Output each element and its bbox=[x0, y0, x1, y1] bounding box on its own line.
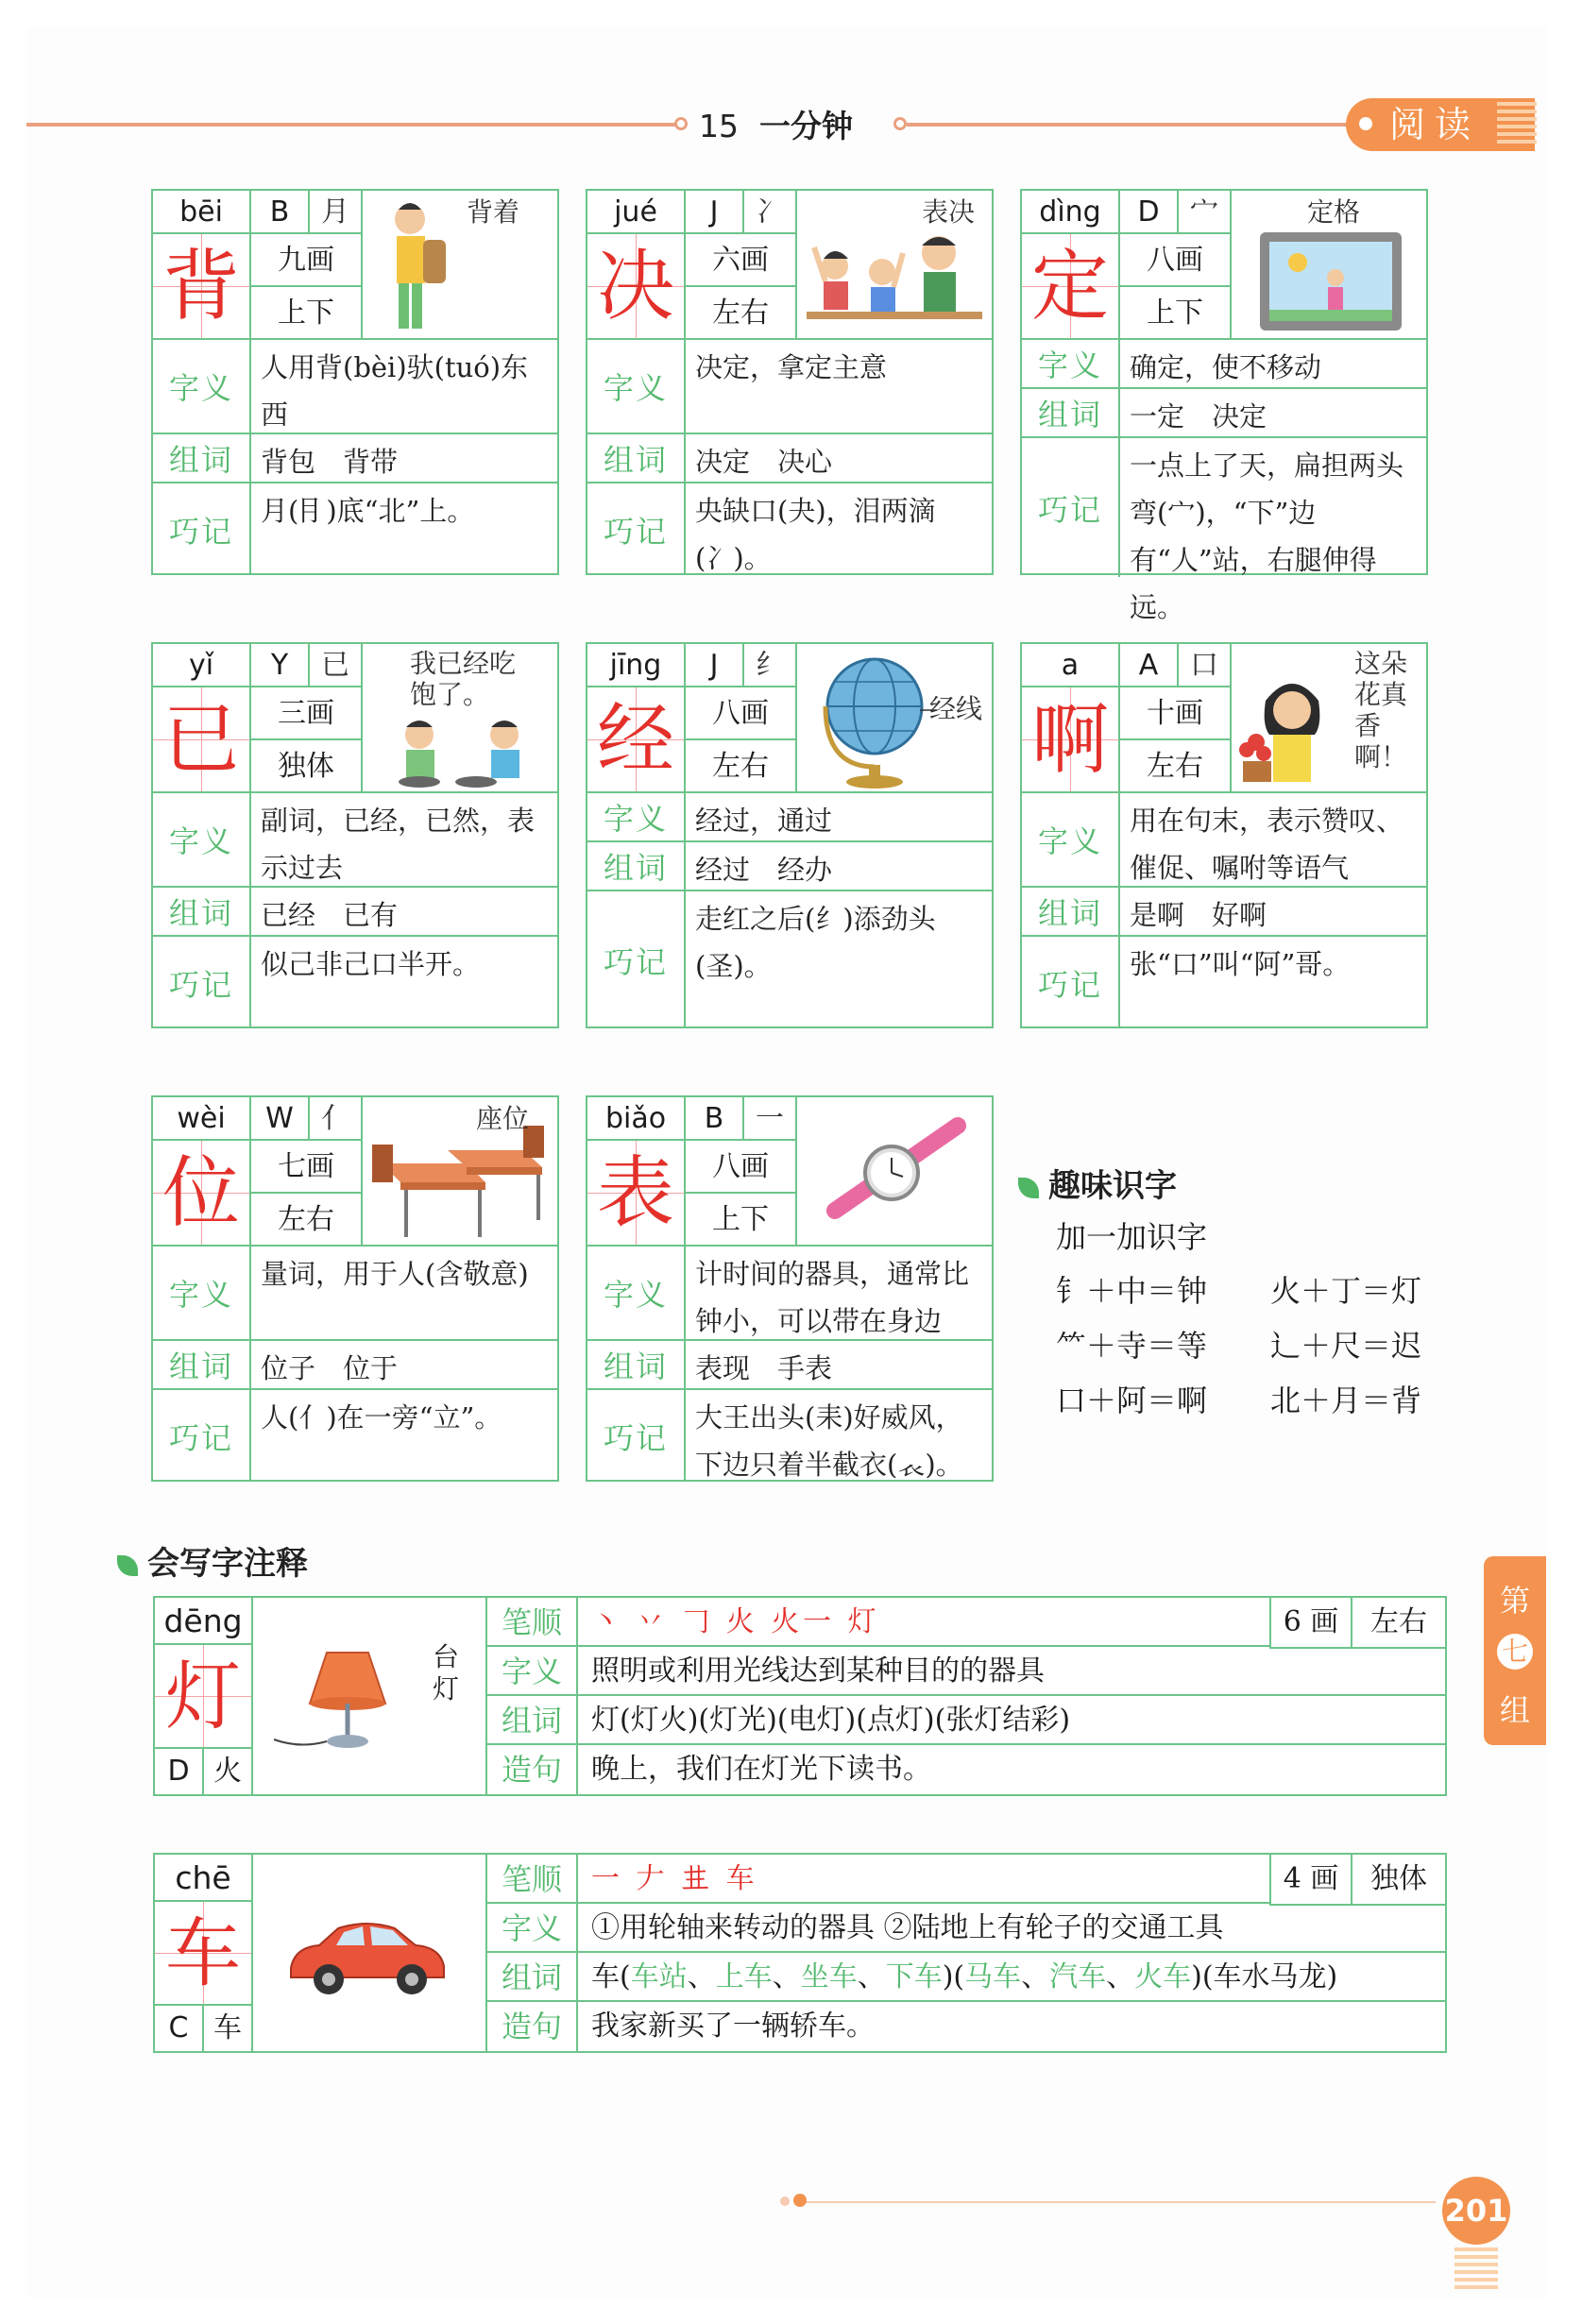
structure: 上下 bbox=[251, 287, 363, 340]
label-sentence: 造句 bbox=[487, 1745, 578, 1794]
memory-tip: 走红之后(纟)添劲头(圣)。 bbox=[695, 903, 936, 982]
label-words: 组词 bbox=[1022, 389, 1120, 438]
memory-tip: 一点上了天，扁担两头弯(宀)，“下”边有“人”站，右腿伸得远。 bbox=[1130, 450, 1404, 623]
character-card bbox=[586, 189, 994, 575]
stroke-count: 4 画 bbox=[1269, 1855, 1352, 1904]
meaning: 计时间的器具，通常比钟小，可以带在身边 bbox=[686, 1247, 992, 1341]
index-letter: C bbox=[155, 2006, 204, 2051]
image-caption: 背着 bbox=[467, 196, 520, 228]
fun-subtitle: 加一加识字 bbox=[1056, 1219, 1208, 1255]
stroke-count: 十画 bbox=[1120, 687, 1232, 740]
pinyin: chē bbox=[155, 1855, 253, 1902]
footer-rule bbox=[803, 2201, 1436, 2203]
tab-dot-icon bbox=[1359, 117, 1372, 130]
radical: 宀 bbox=[1179, 191, 1232, 234]
radical: 亻 bbox=[310, 1097, 363, 1141]
label-stroke-order: 笔顺 bbox=[487, 1855, 578, 1904]
words: 经过 经办 bbox=[686, 842, 992, 891]
radical: 冫 bbox=[744, 191, 797, 234]
character: 表 bbox=[587, 1141, 686, 1247]
meaning: 经过，通过 bbox=[686, 793, 992, 842]
index-letter: J bbox=[686, 644, 744, 687]
structure: 左右 bbox=[1120, 740, 1232, 793]
radical: 车 bbox=[204, 2006, 253, 2051]
structure: 独体 bbox=[251, 740, 363, 793]
boy-backpack-icon bbox=[363, 191, 557, 340]
label-words: 组词 bbox=[487, 1953, 578, 2002]
radical: 已 bbox=[310, 644, 363, 687]
stroke-order: 丶 丷 𠃌 火 火一 灯 bbox=[578, 1598, 1269, 1647]
character: 经 bbox=[587, 687, 686, 793]
memory-tip: 张“口”叫“阿”哥。 bbox=[1130, 948, 1351, 980]
character-card bbox=[151, 189, 559, 575]
stroke-count: 八画 bbox=[686, 1141, 797, 1194]
pinyin: yǐ bbox=[153, 644, 251, 687]
character-card bbox=[586, 642, 994, 1028]
header-rule-right bbox=[907, 123, 1351, 127]
label-words: 组词 bbox=[587, 434, 686, 483]
header-rule-dot-right bbox=[893, 117, 907, 130]
character-card bbox=[151, 1095, 559, 1482]
pinyin: wèi bbox=[153, 1097, 251, 1141]
character: 位 bbox=[153, 1141, 251, 1247]
writing-table-deng bbox=[153, 1596, 1447, 1796]
stroke-count: 六画 bbox=[686, 234, 797, 287]
sentence: 晚上，我们在灯光下读书。 bbox=[591, 1753, 931, 1786]
image-caption: 这朵花真香啊！ bbox=[1354, 648, 1408, 772]
words: 决定 决心 bbox=[686, 434, 992, 483]
pinyin: bēi bbox=[153, 191, 251, 234]
meaning: ①用轮轴来转动的器具 ②陆地上有轮子的交通工具 bbox=[578, 1904, 1445, 1953]
meaning: 照明或利用光线达到某种目的的器具 bbox=[578, 1647, 1445, 1696]
leaf-icon bbox=[1018, 1178, 1039, 1198]
structure: 上下 bbox=[1120, 287, 1232, 340]
index-letter: J bbox=[686, 191, 744, 234]
pinyin: jīng bbox=[587, 644, 686, 687]
card-illustration bbox=[1232, 191, 1426, 340]
footer-dot bbox=[793, 2194, 807, 2207]
stroke-count: 6 画 bbox=[1269, 1598, 1352, 1647]
card-illustration bbox=[797, 191, 992, 340]
writing-table-che bbox=[153, 1853, 1447, 2053]
stroke-count-cell bbox=[1269, 1598, 1445, 1649]
structure: 左右 bbox=[1370, 1605, 1427, 1638]
words: 是啊 好啊 bbox=[1120, 888, 1426, 937]
reading-tab-label: 阅读 bbox=[1389, 104, 1481, 145]
words: 灯(灯火)(灯光)(电灯)(点灯)(张灯结彩) bbox=[578, 1696, 1445, 1745]
index-letter: B bbox=[251, 191, 310, 234]
structure: 左右 bbox=[251, 1194, 363, 1247]
structure: 左右 bbox=[686, 740, 797, 793]
pinyin: dēng bbox=[155, 1598, 253, 1645]
label-meaning: 字义 bbox=[153, 1247, 251, 1341]
memory-tip: 月(⺝)底“北”上。 bbox=[261, 495, 475, 527]
lamp-illustration bbox=[253, 1598, 487, 1794]
pinyin: jué bbox=[587, 191, 686, 234]
pinyin: dìng bbox=[1022, 191, 1120, 234]
character: 车 bbox=[155, 1902, 253, 2006]
tab-stripes bbox=[1497, 102, 1537, 147]
label-meaning: 字义 bbox=[587, 793, 686, 842]
label-words: 组词 bbox=[153, 1341, 251, 1390]
stroke-count: 八画 bbox=[686, 687, 797, 740]
meaning: 确定，使不移动 bbox=[1120, 340, 1426, 389]
words: 已经 已有 bbox=[251, 888, 557, 937]
index-letter: B bbox=[686, 1097, 744, 1141]
label-memory: 巧记 bbox=[587, 891, 686, 1028]
character: 决 bbox=[587, 234, 686, 340]
label-memory: 巧记 bbox=[153, 1390, 251, 1482]
lesson-heading bbox=[699, 102, 853, 146]
character: 背 bbox=[153, 234, 251, 340]
equation: 口＋阿＝啊 bbox=[1056, 1383, 1208, 1418]
label-meaning: 字义 bbox=[487, 1647, 578, 1696]
image-caption: 我已经吃饱了。 bbox=[410, 648, 517, 710]
structure: 左右 bbox=[686, 287, 797, 340]
label-words: 组词 bbox=[587, 1341, 686, 1390]
unit-side-tab: 第 七 组 bbox=[1484, 1556, 1546, 1745]
card-illustration bbox=[797, 644, 992, 793]
pinyin: biǎo bbox=[587, 1097, 686, 1141]
footer-stripes bbox=[1454, 2248, 1498, 2289]
equation: 辶＋尺＝迟 bbox=[1270, 1328, 1422, 1364]
leaf-icon bbox=[117, 1555, 138, 1576]
index-letter: D bbox=[155, 1749, 204, 1794]
radical: 火 bbox=[204, 1749, 253, 1794]
character: 已 bbox=[153, 687, 251, 793]
memory-tip: 大王出头(耒)好威风，下边只着半截衣(𧘇)。 bbox=[695, 1401, 963, 1481]
label-memory: 巧记 bbox=[1022, 438, 1120, 577]
wristwatch-icon bbox=[797, 1097, 992, 1247]
label-words: 组词 bbox=[487, 1696, 578, 1745]
character-card bbox=[586, 1095, 994, 1482]
meaning: 副词，已经，已然，表示过去 bbox=[251, 793, 557, 888]
image-caption: 定格 bbox=[1307, 196, 1361, 228]
label-meaning: 字义 bbox=[587, 1247, 686, 1341]
label-meaning: 字义 bbox=[587, 340, 686, 434]
index-letter: Y bbox=[251, 644, 310, 687]
car-illustration bbox=[253, 1855, 487, 2051]
label-memory: 巧记 bbox=[587, 483, 686, 575]
equation: 北＋月＝背 bbox=[1270, 1383, 1422, 1418]
label-meaning: 字义 bbox=[1022, 793, 1120, 888]
character-card bbox=[1020, 642, 1428, 1028]
stroke-count: 三画 bbox=[251, 687, 363, 740]
meaning: 人用背(bèi)驮(tuó)东西 bbox=[251, 340, 557, 434]
card-illustration bbox=[797, 1097, 992, 1247]
meaning: 量词，用于人(含敬意) bbox=[251, 1247, 557, 1341]
label-stroke-order: 笔顺 bbox=[487, 1598, 578, 1647]
words: 位子 位于 bbox=[251, 1341, 557, 1390]
equation: 钅＋中＝钟 bbox=[1056, 1273, 1208, 1309]
image-caption: 经线 bbox=[929, 693, 983, 724]
label-meaning: 字义 bbox=[1022, 340, 1120, 389]
words: 一定 决定 bbox=[1120, 389, 1426, 438]
memory-tip: 似己非己口半开。 bbox=[261, 948, 481, 980]
stroke-count: 九画 bbox=[251, 234, 363, 287]
character: 灯 bbox=[155, 1645, 253, 1749]
stroke-order: 一 𠂇 𠀎 车 bbox=[578, 1855, 1269, 1904]
label-words: 组词 bbox=[153, 888, 251, 937]
page-number: 201 bbox=[1442, 2177, 1510, 2245]
label-words: 组词 bbox=[153, 434, 251, 483]
memory-tip: 人(亻)在一旁“立”。 bbox=[261, 1401, 502, 1433]
label-memory: 巧记 bbox=[587, 1390, 686, 1482]
lesson-title: 一分钟 bbox=[759, 108, 853, 144]
header-rule-left bbox=[26, 123, 678, 127]
card-illustration bbox=[1232, 644, 1426, 793]
meaning: 用在句末，表示赞叹、催促、嘱咐等语气 bbox=[1120, 793, 1426, 888]
label-meaning: 字义 bbox=[153, 793, 251, 888]
character-card bbox=[151, 642, 559, 1028]
character: 啊 bbox=[1022, 687, 1120, 793]
sentence: 我家新买了一辆轿车。 bbox=[591, 2010, 875, 2043]
memory-tip: 央缺口(夬)，泪两滴(冫)。 bbox=[695, 495, 936, 574]
label-memory: 巧记 bbox=[153, 937, 251, 1028]
structure: 上下 bbox=[686, 1194, 797, 1247]
radical: 月 bbox=[310, 191, 363, 234]
equation: 火＋丁＝灯 bbox=[1270, 1273, 1422, 1309]
radical: 纟 bbox=[744, 644, 797, 687]
card-illustration bbox=[363, 1097, 557, 1247]
radical: 一 bbox=[744, 1097, 797, 1141]
label-memory: 巧记 bbox=[1022, 937, 1120, 1028]
index-letter: A bbox=[1120, 644, 1179, 687]
lesson-number: 15 bbox=[699, 108, 739, 144]
writing-section-title: 会写字注释 bbox=[117, 1537, 308, 1584]
pinyin: a bbox=[1022, 644, 1120, 687]
footer-dot bbox=[780, 2197, 790, 2206]
stroke-count: 七画 bbox=[251, 1141, 363, 1194]
card-illustration bbox=[363, 644, 557, 793]
label-words: 组词 bbox=[587, 842, 686, 891]
image-caption: 座位 bbox=[476, 1103, 530, 1134]
character-card bbox=[1020, 189, 1428, 623]
label-sentence: 造句 bbox=[487, 2002, 578, 2051]
stroke-count: 八画 bbox=[1120, 234, 1232, 287]
meaning: 决定，拿定主意 bbox=[686, 340, 992, 434]
card-illustration bbox=[363, 191, 557, 340]
character: 定 bbox=[1022, 234, 1120, 340]
label-meaning: 字义 bbox=[487, 1904, 578, 1953]
label-words: 组词 bbox=[1022, 888, 1120, 937]
image-caption: 表决 bbox=[922, 196, 976, 228]
header-rule-dot-left bbox=[674, 117, 688, 130]
equation: ⺮＋寺＝等 bbox=[1056, 1328, 1208, 1364]
words: 背包 背带 bbox=[251, 434, 557, 483]
stroke-count-cell bbox=[1269, 1855, 1445, 1906]
image-caption: 台灯 bbox=[433, 1641, 460, 1705]
fun-section-title: 趣味识字 bbox=[1018, 1160, 1177, 1206]
structure: 独体 bbox=[1370, 1862, 1427, 1895]
words: 车(车站、上车、坐车、下车)(马车、汽车、火车)(车水马龙) bbox=[578, 1953, 1445, 2002]
radical: 口 bbox=[1179, 644, 1232, 687]
words: 表现 手表 bbox=[686, 1341, 992, 1390]
index-letter: D bbox=[1120, 191, 1179, 234]
index-letter: W bbox=[251, 1097, 310, 1141]
label-meaning: 字义 bbox=[153, 340, 251, 434]
label-memory: 巧记 bbox=[153, 483, 251, 575]
car-icon bbox=[253, 1855, 485, 2051]
